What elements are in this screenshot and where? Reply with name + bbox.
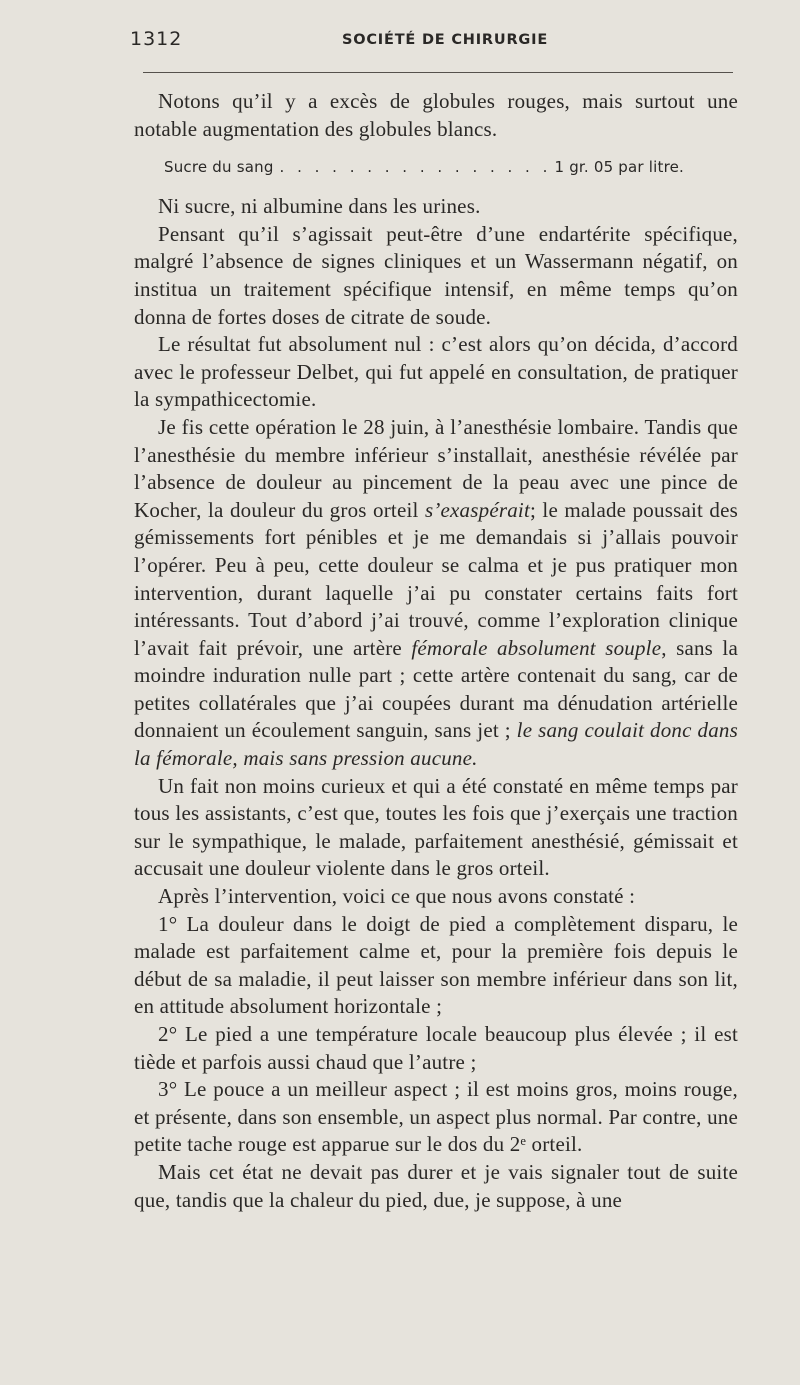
operation-text-1: Je fis cette opération le 28 juin, à l’anesthésie lombaire. Tandis que l’anesthésie du membre inférieur s’installait, anesthésie révélée par l’absence de douleur au pincement de la peau avec une pince de Kocher, la douleur du gros orteil bbox=[134, 414, 738, 522]
paragraph-traction: Un fait non moins curieux et qui a été constaté en même temps par tous les assistants, c’est que, toutes les fois que j’exerçais une traction sur le sympathique, le malade, parfaitement anesthésié, gémissait et accusait une douleur violente dans le gros orteil. bbox=[134, 773, 738, 881]
paragraph-point-1: 1° La douleur dans le doigt de pied a complètement disparu, le malade est parfaitement calme et, pour la première fois depuis le début de sa maladie, il peut laisser son membre inférieur dans son lit, en attitude absolument horizontale ; bbox=[134, 911, 738, 1019]
paragraph-apres: Après l’intervention, voici ce que nous avons constaté : bbox=[158, 884, 636, 909]
paragraph-globules: Notons qu’il y a excès de globules rouges, mais surtout une notable augmentation des globules blancs. bbox=[134, 89, 738, 141]
operation-italic-3: le sang coulait donc dans la fémorale, mais sans pression aucune. bbox=[134, 718, 738, 771]
paragraph-endarterite: Pensant qu’il s’agissait peut-être d’une endartérite spécifique, malgré l’absence de signes cliniques et un Wassermann négatif, on institua un traitement spécifique intensif, en même temps qu’on donna de fortes doses de citrate de soude. bbox=[134, 221, 738, 329]
body-text bbox=[134, 88, 738, 1214]
paragraph-urines: Ni sucre, ni albumine dans les urines. bbox=[158, 194, 481, 219]
operation-italic-1: s’exaspérait bbox=[424, 497, 530, 522]
dot-leader bbox=[280, 157, 549, 177]
paragraph-operation bbox=[134, 414, 738, 773]
header-rule bbox=[143, 72, 733, 73]
paragraph-point-2: 2° Le pied a une température locale beaucoup plus élevée ; il est tiède et parfois aussi chaud que l’autre ; bbox=[134, 1022, 738, 1074]
blood-sugar-value: 1 gr. 05 par litre. bbox=[554, 158, 684, 177]
paragraph-final: Mais cet état ne devait pas durer et je vais signaler tout de suite que, tandis que la chaleur du pied, due, je suppose, à une bbox=[134, 1159, 738, 1212]
page-header bbox=[130, 28, 740, 60]
blood-sugar-line bbox=[164, 157, 684, 177]
operation-italic-2: fémorale absolument souple bbox=[411, 635, 662, 660]
paragraph-resultat: Le résultat fut absolument nul : c’est alors qu’on décida, d’accord avec le professeur Delbet, qui fut appelé en consultation, de pratiquer la sympathicectomie. bbox=[134, 332, 738, 412]
blood-sugar-label: Sucre du sang bbox=[164, 158, 274, 177]
paragraph-point-3: 3° Le pouce a un meilleur aspect ; il est moins gros, moins rouge, et présente, dans son ensemble, un aspect plus normal. Par contre, une petite tache rouge est apparue sur le dos du 2ᵉ orteil. bbox=[134, 1077, 738, 1157]
page-number: 1312 bbox=[130, 28, 183, 50]
operation-text-2: ; le malade poussait des gémissements fort pénibles et je me demandais si j’allais pouvoir l’opérer. Peu à peu, cette douleur se calma et je pus pratiquer mon intervention, durant laquelle j’ai pu constater certains faits fort intéressants. Tout d’abord j’ai trouvé, comme l’exploration clinique l’avait fait prévoir, une artère bbox=[134, 497, 739, 660]
operation-text-3: , sans la moindre induration nulle part ; cette artère contenait du sang, car de petites collatérales que j’ai coupées durant ma dénudation artérielle donnaient un écoulement sanguin, sans jet ; bbox=[134, 635, 738, 743]
running-title: SOCIÉTÉ DE CHIRURGIE bbox=[342, 32, 549, 48]
